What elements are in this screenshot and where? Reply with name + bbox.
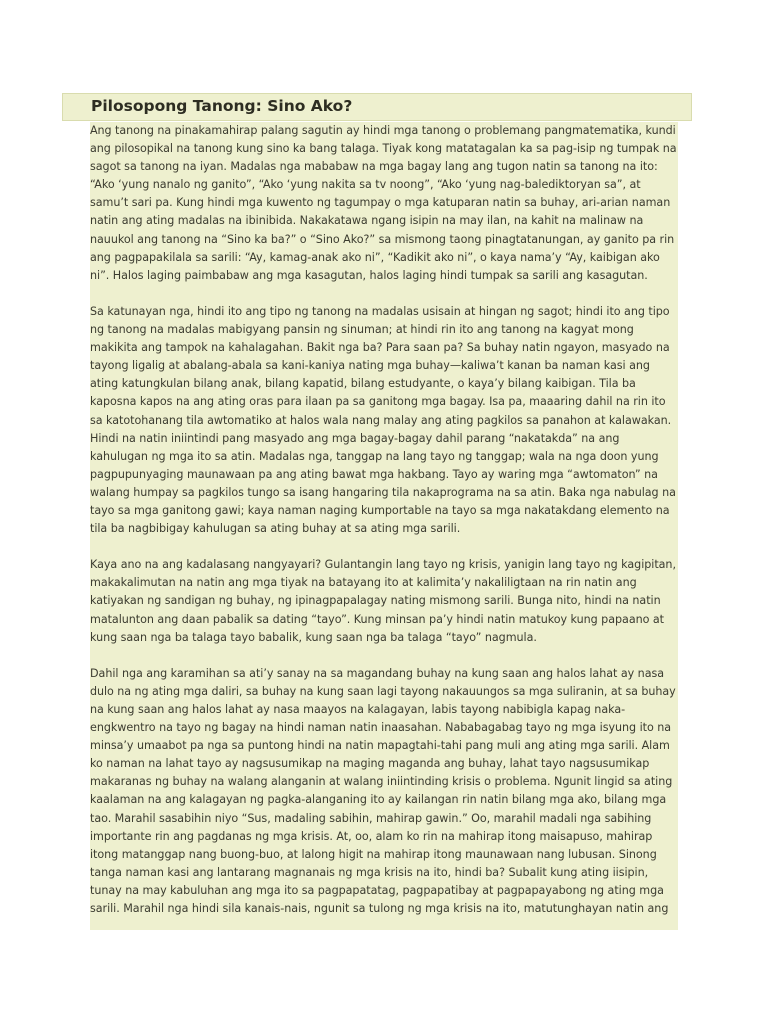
text-line: na kung saan ang halos lahat ay nasa maayos na kalagayan, labis tayong nabibigla kapag naka-	[90, 703, 626, 716]
text-line: dulo na ng ating mga daliri, sa buhay na kung saan lagi tayong nakauungos sa mga suliranin, at sa buhay	[90, 684, 676, 698]
text-line: tunay na may kabuluhan ang mga ito sa pagpapatatag, pagpapatibay at pagpapayabong ng ating mga	[90, 883, 664, 897]
text-line: Ang tanong na pinakamahirap palang sagutin ay hindi mga tanong o problemang pangmatematika, kundi	[90, 124, 676, 137]
text-line: kahulugan ng mga ito sa atin. Madalas nga, tanggap na lang tayo ng tanggap; wala na nga doon yung	[90, 449, 659, 463]
text-line: walang humpay sa pagkilos tungo sa isang hangaring tila nakaprograma na sa atin. Baka nga nabulag na	[90, 485, 676, 499]
text-line: tayong ligalig at abalang-abala sa kani-kaniya nating mga buhay—kaliwa’t kanan ba naman kasi ang	[90, 359, 650, 373]
text-line: “Ako ‘yung nanalo ng ganito”, “Ako ‘yung nakita sa tv noong”, “Ako ‘yung nag-balediktoryan sa”, at	[90, 178, 641, 192]
text-line: itong matanggap nang buong-buo, at lalong higit na mahirap itong maunawaan nang lubusan. Sinong	[90, 847, 657, 861]
text-line: Kaya ano na ang kadalasang nangyayari? Gulantangin lang tayo ng krisis, yanigin lang tayo ng kagipitan,	[90, 558, 676, 572]
text-line: importante rin ang pagdanas ng mga krisis. At, oo, alam ko rin na mahirap itong maisapuso, mahirap	[90, 829, 653, 843]
text-line: ni”. Halos laging paimbabaw ang mga kasagutan, halos laging hindi tumpak sa sarili ang kasagutan.	[90, 268, 648, 282]
text-line: nauukol ang tanong na “Sino ka ba?” o “Sino Ako?” sa mismong taong pinagtatanungan, ay ganito pa rin	[90, 232, 675, 246]
text-line: sarili. Marahil nga hindi sila kanais-nais, ngunit sa tulong ng mga krisis na ito, matutunghayan natin ang	[90, 902, 669, 916]
page-title: Pilosopong Tanong: Sino Ako?	[91, 97, 353, 115]
text-line: minsa’y umaabot pa nga sa puntong hindi na natin mapagtahi-tahi pang muli ang ating mga sarili. Alam	[90, 739, 670, 753]
text-line: matalunton ang daan pabalik sa dating “tayo”. Kung minsan pa’y hindi natin matukoy kung papaano at	[90, 612, 665, 626]
paragraph-gap	[90, 647, 678, 665]
text-line: tanga naman kasi ang lantarang magnanais ng mga krisis na ito, hindi ba? Subalit kung ating iisipin,	[90, 865, 649, 879]
text-line: pagpupunyaging maunawaan pa ang ating bawat mga hakbang. Tayo ay waring mga “awtomaton” na	[90, 467, 658, 481]
text-line: sa katotohanang tila awtomatiko at halos wala nang malay ang ating pagkilos sa panahon at kalawakan.	[90, 413, 672, 427]
paragraph	[90, 303, 678, 538]
text-line: Hindi na natin iniintindi pang masyado ang mga bagay-bagay dahil parang “nakatakda” na ang	[90, 431, 620, 445]
text-line: natin ang ating madalas na ibinibida. Nakakatawa ngang isipin na may ilan, na kahit na malinaw na	[90, 214, 644, 228]
text-line: ating katungkulan bilang anak, bilang kapatid, bilang estudyante, o kaya’y bilang kaibigan. Tila ba	[90, 377, 636, 391]
paragraph	[90, 122, 678, 285]
text-line: ang pilosopikal na tanong kung sino ka bang talaga. Tiyak kong matatagalan ka sa pag-isip ng tumpak na	[90, 142, 677, 156]
text-line: sagot sa tanong na iyan. Madalas nga mababaw na mga bagay lang ang tugon natin sa tanong na ito:	[90, 160, 658, 174]
text-line: kaposna kapos na ang ating oras para ilaan pa sa ganitong mga bagay. Isa pa, maaaring dahil na rin ito	[90, 395, 666, 409]
paragraph-gap	[90, 538, 678, 556]
text-line: ng tanong na madalas mabigyang pansin ng sinuman; at hindi rin ito ang tanong na kagyat mong	[90, 323, 634, 337]
text-line: tayo sa mga ganitong gawi; kaya naman naging kumportable na tayo sa mga nakatakdang elemento na	[90, 503, 670, 517]
text-line: ang pagpapakilala sa sarili: “Ay, kamag-anak ako ni”, “Kadikit ako ni”, o kaya nama’y “Ay, kaibigan ako	[90, 250, 660, 264]
text-line: samu’t sari pa. Kung hindi mga kuwento ng tagumpay o mga katuparan natin sa buhay, ari-arian naman	[90, 196, 671, 210]
text-line: tila ba nagbibigay kahulugan sa ating buhay at sa ating mga sarili.	[90, 522, 461, 536]
text-line: katiyakan ng sandigan ng buhay, ng ipinagpapalagay nating mismong sarili. Bunga nito, hindi na natin	[90, 594, 661, 608]
text-line: ko naman na lahat tayo ay nagsusumikap na maging maganda ang buhay, lahat tayo nagsusumikap	[90, 757, 650, 771]
title-bar	[62, 93, 692, 121]
paragraph	[90, 556, 678, 646]
text-line: kaalaman na ang kalagayan ng pagka-alanganing ito ay kailangan rin natin bilang mga ako, bilang mga	[90, 793, 667, 807]
article-body	[90, 122, 678, 930]
text-line: makaranas ng buhay na walang alanganin at walang iniintinding krisis o problema. Ngunit lingid sa ating	[90, 775, 673, 789]
text-line: makakalimutan na natin ang mga tiyak na batayang ito at kalimita’y nakaliligtaan na rin natin ang	[90, 576, 637, 590]
text-line: engkwentro na tayo ng bagay na hindi naman natin inaasahan. Nababagabag tayo ng mga isyung ito na	[90, 721, 672, 735]
text-line: kung saan nga ba talaga tayo babalik, kung saan nga ba talaga “tayo” nagmula.	[90, 630, 537, 644]
paragraph-gap	[90, 285, 678, 303]
text-line: tao. Marahil sasabihin niyo “Sus, madaling sabihin, mahirap gawin.” Oo, marahil madali nga sabihing	[90, 811, 652, 825]
paragraph	[90, 665, 678, 918]
text-line: makikita ang tampok na kahalagahan. Bakit nga ba? Para saan pa? Sa buhay natin ngayon, masyado na	[90, 341, 670, 355]
text-line: Sa katunayan nga, hindi ito ang tipo ng tanong na madalas usisain at hingan ng sagot; hindi ito ang tipo	[90, 304, 670, 318]
text-line: Dahil nga ang karamihan sa ati’y sanay na sa magandang buhay na kung saan ang halos lahat ay nasa	[90, 666, 665, 680]
